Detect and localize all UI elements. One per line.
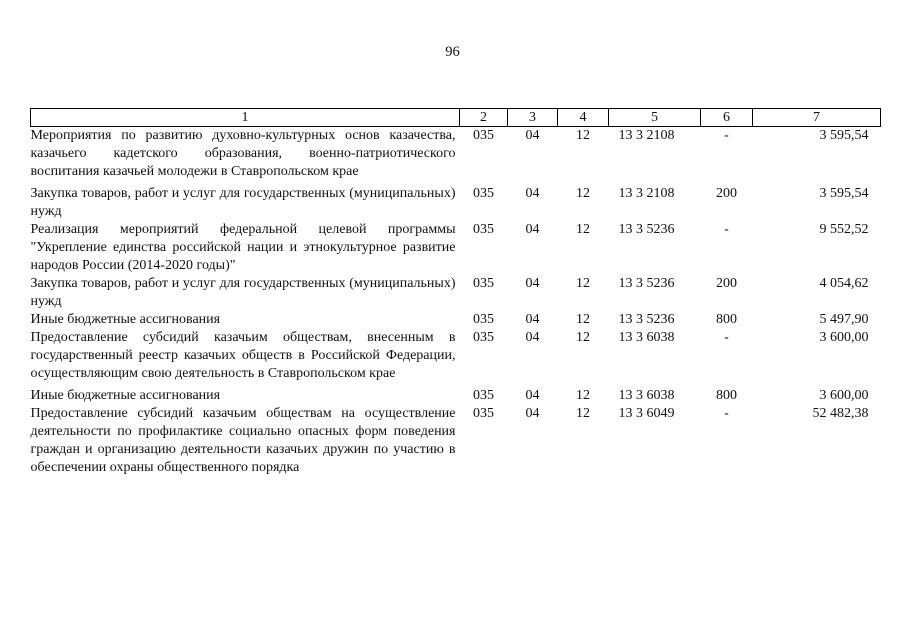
amount: 52 482,38 [812,406,869,421]
section-code: 04 [525,312,540,327]
amount: 4 054,62 [819,276,869,291]
amount: 5 497,90 [819,312,869,327]
ministry-code: 035 [473,276,494,291]
header-col-4: 4 [558,109,609,127]
expense-type-code: 800 [716,388,737,403]
amount: 3 595,54 [819,128,869,143]
section-code: 04 [525,388,540,403]
amount: 3 595,54 [819,186,869,201]
subsection-code: 12 [576,276,590,291]
ministry-code: 035 [473,406,494,421]
item-description: Предоставление субсидий казачьим обществам на осуществление деятельности по профилактике социально опасных форм поведения граждан и организацию деятельности казачьих дружин по участию в обеспечении охраны общественного порядка [30,406,456,475]
item-description: Иные бюджетные ассигнования [30,388,221,403]
table-row [31,405,881,477]
header-col-3: 3 [508,109,558,127]
table-row [31,387,881,405]
section-code: 04 [525,128,540,143]
header-row [31,109,881,127]
target-article-code: 13 3 6038 [618,388,675,403]
expense-type-code: - [724,406,729,421]
ministry-code: 035 [473,388,494,403]
subsection-code: 12 [576,222,590,237]
page-number: 96 [445,44,460,60]
section-code: 04 [525,276,540,291]
expense-type-code: - [724,222,729,237]
item-description: Предоставление субсидий казачьим обществам, внесенным в государственный реестр казачьих обществ в Российской Федерации, осуществляющим свою деятельность в Ставропольском крае [30,330,456,381]
subsection-code: 12 [576,312,590,327]
amount: 3 600,00 [819,388,869,403]
subsection-code: 12 [576,128,590,143]
amount: 3 600,00 [819,330,869,345]
expense-type-code: 200 [716,276,737,291]
expense-type-code: 200 [716,186,737,201]
expense-type-code: - [724,128,729,143]
section-code: 04 [525,330,540,345]
table-row [31,275,881,311]
subsection-code: 12 [576,186,590,201]
table-row [31,127,881,186]
header-col-1: 1 [31,109,460,127]
subsection-code: 12 [576,388,590,403]
target-article-code: 13 3 2108 [618,186,675,201]
ministry-code: 035 [473,128,494,143]
item-description: Реализация мероприятий федеральной целевой программы "Укрепление единства российской нации и этнокультурное развитие народов России (2014-2020 годы)" [30,222,456,273]
table-row [31,329,881,387]
section-code: 04 [525,406,540,421]
header-col-7: 7 [753,109,881,127]
table-row [31,311,881,329]
table-row [31,185,881,221]
item-description: Мероприятия по развитию духовно-культурных основ казачества, казачьего кадетского образования, военно-патриотического воспитания казачьей молодежи в Ставропольском крае [30,128,456,179]
target-article-code: 13 3 5236 [618,276,675,291]
section-code: 04 [525,186,540,201]
section-code: 04 [525,222,540,237]
expense-type-code: - [724,330,729,345]
target-article-code: 13 3 6038 [618,330,675,345]
ministry-code: 035 [473,312,494,327]
amount: 9 552,52 [819,222,869,237]
ministry-code: 035 [473,330,494,345]
subsection-code: 12 [576,330,590,345]
item-description: Закупка товаров, работ и услуг для государственных (муниципальных) нужд [30,186,456,219]
header-col-5: 5 [609,109,701,127]
header-col-2: 2 [460,109,508,127]
subsection-code: 12 [576,406,590,421]
table-row [31,221,881,275]
target-article-code: 13 3 6049 [618,406,675,421]
ministry-code: 035 [473,186,494,201]
item-description: Иные бюджетные ассигнования [30,312,221,327]
header-col-6: 6 [701,109,753,127]
expense-type-code: 800 [716,312,737,327]
target-article-code: 13 3 2108 [618,128,675,143]
budget-table [30,108,881,477]
item-description: Закупка товаров, работ и услуг для государственных (муниципальных) нужд [30,276,456,309]
target-article-code: 13 3 5236 [618,312,675,327]
ministry-code: 035 [473,222,494,237]
target-article-code: 13 3 5236 [618,222,675,237]
